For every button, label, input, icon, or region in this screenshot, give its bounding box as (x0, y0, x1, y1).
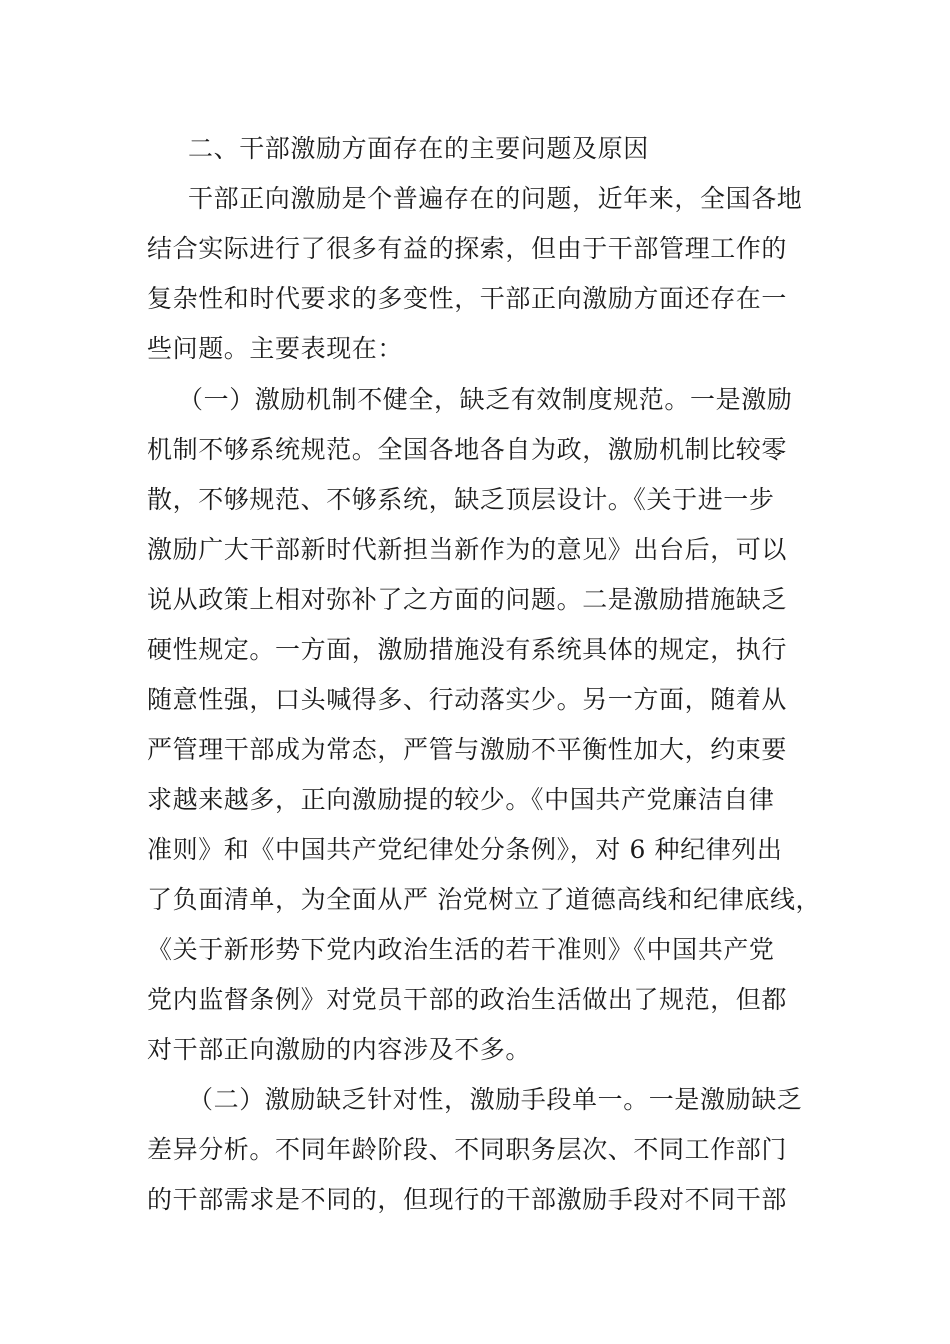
paragraph-line: （一）激励机制不健全，缺乏有效制度规范。一是激励 (178, 385, 793, 414)
paragraph-line: 随意性强，口头喊得多、行动落实少。另一方面，随着从 (147, 685, 788, 714)
paragraph-line: 结合实际进行了很多有益的探索，但由于干部管理工作的 (147, 234, 788, 263)
paragraph-line: 散，不够规范、不够系统，缺乏顶层设计。《关于进一步 (147, 485, 775, 514)
paragraph-line: 《关于新形势下党内政治生活的若干准则》《中国共产党 (147, 935, 775, 964)
paragraph-line: 机制不够系统规范。全国各地各自为政，激励机制比较零 (147, 435, 788, 464)
paragraph-line: 准则》和《中国共产党纪律处分条例》，对 6 种纪律列出 (147, 835, 783, 864)
paragraph-line: 党内监督条例》对党员干部的政治生活做出了规范，但都 (147, 985, 788, 1014)
paragraph-line: 说从政策上相对弥补了之方面的问题。二是激励措施缺乏 (147, 585, 788, 614)
paragraph-line: （二）激励缺乏针对性，激励手段单一。一是激励缺乏 (188, 1085, 803, 1114)
paragraph-line: 严管理干部成为常态，严管与激励不平衡性加大，约束要 (147, 735, 788, 764)
paragraph-line: 干部正向激励是个普遍存在的问题，近年来，全国各地 (188, 184, 803, 213)
paragraph-line: 激励广大干部新时代新担当新作为的意见》出台后，可以 (147, 535, 788, 564)
paragraph-line: 差异分析。不同年龄阶段、不同职务层次、不同工作部门 (147, 1135, 788, 1164)
paragraph-line: 复杂性和时代要求的多变性，干部正向激励方面还存在一 (147, 284, 788, 313)
paragraph-line: 了负面清单，为全面从严 治党树立了道德高线和纪律底线， (147, 885, 822, 914)
section-heading: 二、干部激励方面存在的主要问题及原因 (188, 134, 649, 163)
paragraph-line: 硬性规定。一方面，激励措施没有系统具体的规定，执行 (147, 635, 788, 664)
paragraph-line: 求越来越多，正向激励提的较少。《中国共产党廉洁自律 (147, 785, 775, 814)
paragraph-line: 对干部正向激励的内容涉及不多。 (147, 1035, 532, 1064)
paragraph-line: 些问题。主要表现在： (147, 334, 404, 363)
paragraph-line: 的干部需求是不同的，但现行的干部激励手段对不同干部 (147, 1185, 788, 1214)
